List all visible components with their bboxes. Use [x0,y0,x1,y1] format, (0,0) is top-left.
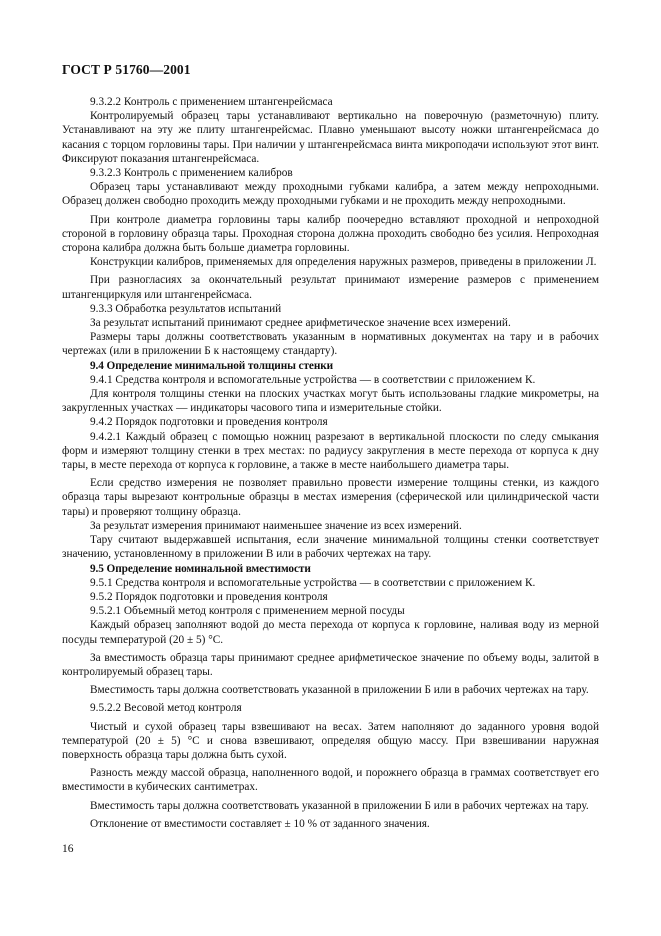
paragraph: За результат измерения принимают наименьшее значение из всех измерений. [90,519,462,532]
paragraph: Размеры тары должны соответствовать указанным в нормативных документах на тару и в рабочих чертежах (или в приложении Б к настоящему стандарту). [62,331,599,358]
paragraph: Вместимость тары должна соответствовать указанной в приложении Б или в рабочих чертежах на тару. [90,684,589,697]
paragraph: Вместимость тары должна соответствовать указанной в приложении Б или в рабочих чертежах на тару. [90,799,589,812]
body-text [62,95,599,831]
paragraph: Отклонение от вместимости составляет ± 10 % от заданного значения. [90,817,430,830]
paragraph: 9.3.2.3 Контроль с применением калибров [90,167,293,180]
paragraph: При контроле диаметра горловины тары калибр поочередно вставляют проходной и непроходной стороной в горловину образца тары. Проходная сторона должна проходить свободно без усилия. Непроходная сторона калибра должна быть больше диаметра горловины. [62,213,599,255]
paragraph: 9.4.1 Средства контроля и вспомогательные устройства — в соответствии с приложением К. [90,373,536,386]
standard-title: ГОСТ Р 51760—2001 [62,62,191,77]
paragraph: 9.5.1 Средства контроля и вспомогательные устройства — в соответствии с приложением К. [90,576,536,589]
paragraph: 9.5.2.1 Объемный метод контроля с применением мерной посуды [90,605,405,618]
section-heading: 9.5 Определение номинальной вместимости [90,562,311,575]
paragraph: Если средство измерения не позволяет правильно провести измерение толщины стенки, из каждого образца тары вырезают контрольные образцы в местах измерения (сферической или цилиндрической части тары) и проверяют толщину образца. [62,477,599,518]
section-heading: 9.4 Определение минимальной толщины стенки [90,359,334,372]
paragraph: При разногласиях за окончательный результат принимают измерение размеров с применением штангенциркуля или штангенрейсмаса. [62,274,599,301]
paragraph: Для контроля толщины стенки на плоских участках могут быть использованы гладкие микрометры, на закругленных участках — индикаторы часового типа и измерительные стойки. [62,388,599,415]
paragraph: За вместимость образца тары принимают среднее арифметическое значение по объему воды, залитой в контролируемый образец тары. [62,651,599,678]
paragraph: Контролируемый образец тары устанавливают вертикально на поверочную (разметочную) плиту. Устанавливают на эту же плиту штангенрейсмас. Плавно уменьшают высоту ножки штангенрейсмаса до касания с торцом горловины тары. При наличии у штангенрейсмаса винта микроподачи используют этот винт. Фиксируют показания штангенрейсмаса. [62,110,599,165]
paragraph: 9.5.2.2 Весовой метод контроля [90,702,242,715]
paragraph: 9.3.3 Обработка результатов испытаний [90,302,282,315]
paragraph: За результат испытаний принимают среднее арифметическое значение всех измерений. [90,317,511,330]
paragraph: 9.4.2 Порядок подготовки и проведения контроля [90,416,328,429]
paragraph: 9.4.2.1 Каждый образец с помощью ножниц разрезают в вертикальной плоскости по следу смыкания форм и измеряют толщину стенки в трех местах: по радиусу закругления в месте перехода от корпуса к дну тары, в месте перехода от корпуса к горловине, а также в месте наибольшего диаметра тары. [62,430,599,472]
paragraph: Чистый и сухой образец тары взвешивают на весах. Затем наполняют до заданного уровня водой температурой (20 ± 5) °С и снова взвешивают, определяя общую массу. При взвешивании наружная поверхность образца тары должна быть сухой. [62,720,599,761]
paragraph: Тару считают выдержавшей испытания, если значение минимальной толщины стенки соответствует значению, установленному в приложении В или в рабочих чертежах на тару. [62,534,599,561]
paragraph: 9.3.2.2 Контроль с применением штангенрейсмаса [90,96,333,108]
paragraph: Конструкции калибров, применяемых для определения наружных размеров, приведены в приложении Л. [90,256,597,269]
paragraph: Каждый образец заполняют водой до места перехода от корпуса к горловине, наливая воду из мерной посуды температурой (20 ± 5) °С. [62,619,599,646]
paragraph: 9.5.2 Порядок подготовки и проведения контроля [90,590,328,603]
paragraph: Разность между массой образца, наполненного водой, и порожнего образца в граммах соответствует его вместимости в кубических сантиметрах. [62,767,599,794]
paragraph: Образец тары устанавливают между проходными губками калибра, а затем между непроходными. Образец должен свободно проходить между проходными губками и не проходить между непроходными. [62,181,599,208]
page-number: 16 [62,843,74,855]
